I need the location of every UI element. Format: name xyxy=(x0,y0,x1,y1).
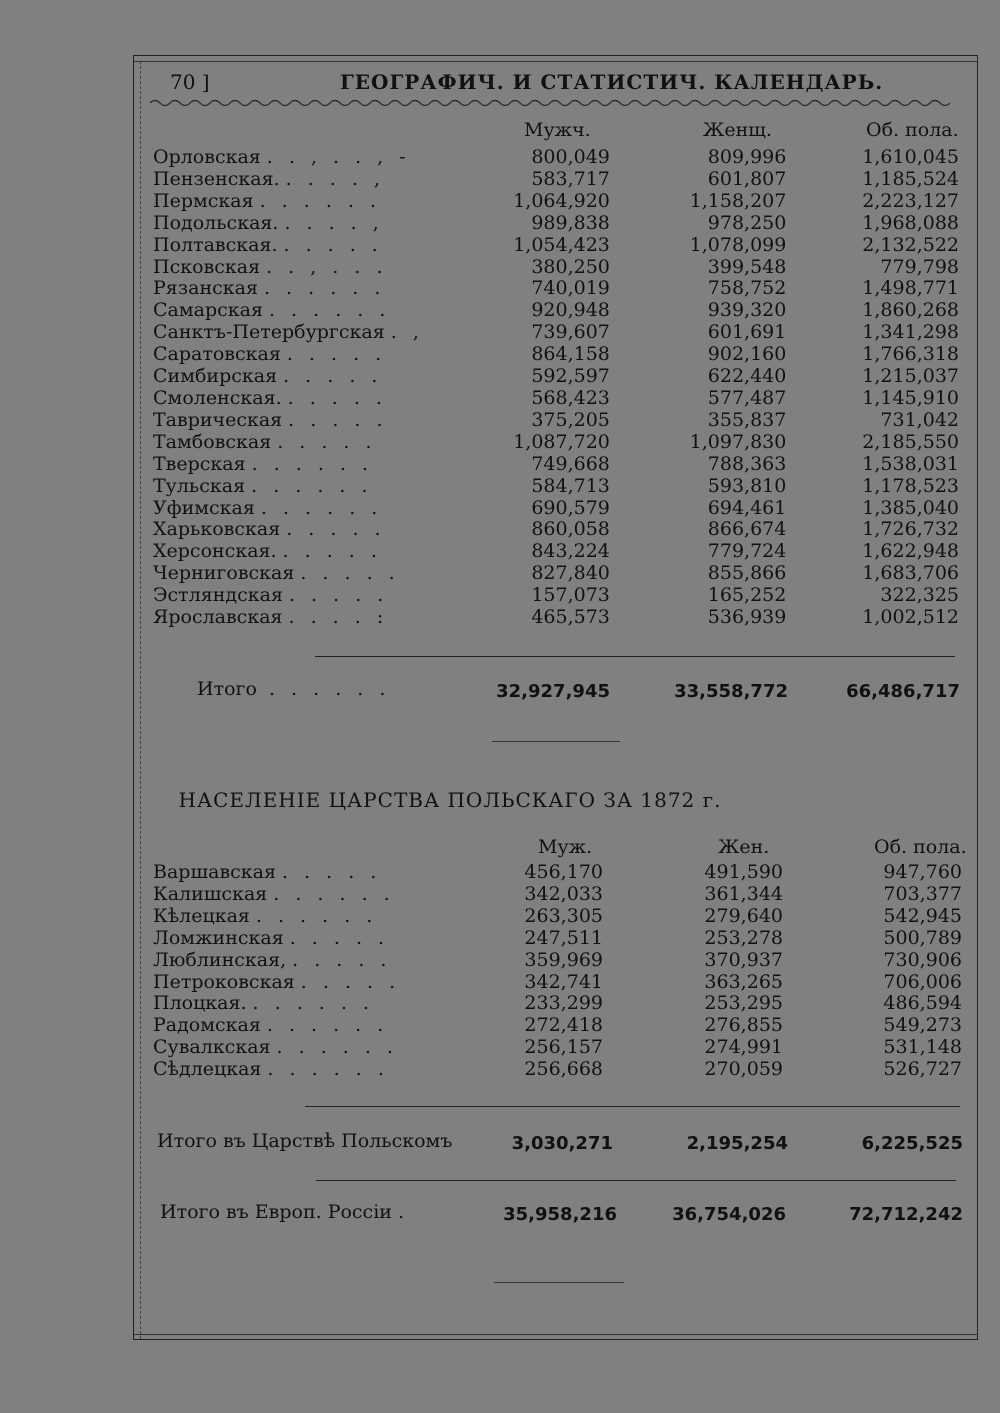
province-name-text: Рязанская xyxy=(153,277,258,300)
province-name xyxy=(153,454,424,476)
province-name xyxy=(153,366,424,388)
male-count: 690,579 xyxy=(531,496,610,519)
table-row xyxy=(153,884,962,906)
col-head-total: Об. пола. xyxy=(866,119,959,141)
total-both: 66,486,717 xyxy=(846,681,960,702)
leader-dots: . . . . . xyxy=(281,861,382,883)
total-count: 947,760 xyxy=(883,861,962,883)
total-rule-3 xyxy=(316,1180,956,1181)
female-count: 370,937 xyxy=(704,948,783,971)
total-count: 1,185,524 xyxy=(862,167,959,190)
total-count: 1,145,910 xyxy=(862,386,959,409)
male-count: 359,969 xyxy=(524,948,603,971)
province-name-text: Пермская xyxy=(153,189,254,212)
total-label: Итого xyxy=(197,678,257,700)
table-row xyxy=(153,366,959,388)
province-name xyxy=(153,278,424,300)
province-name xyxy=(153,519,424,541)
leader-dots: . . . . . xyxy=(282,540,382,563)
male-count: 233,299 xyxy=(524,992,603,1015)
province-name-text: Варшавская xyxy=(153,861,276,883)
table-row xyxy=(153,950,962,972)
province-name-text: Ярославская xyxy=(153,606,283,629)
frame-inner-bottom xyxy=(134,1334,977,1335)
running-title: ГЕОГРАФИЧ. И СТАТИСТИЧ. КАЛЕНДАРЬ. xyxy=(340,70,884,94)
province-name-text: Таврическая xyxy=(153,408,283,431)
total-count: 1,766,318 xyxy=(862,343,959,366)
province-name-text: Черниговская xyxy=(153,562,295,585)
kingdom-total-female: 2,195,254 xyxy=(686,1133,788,1154)
table-row xyxy=(153,928,962,950)
province-name-text: Херсонская. xyxy=(153,540,277,563)
total-male: 32,927,945 xyxy=(496,681,610,702)
total-count: 526,727 xyxy=(883,1058,962,1081)
table-row xyxy=(153,454,959,476)
male-count: 739,607 xyxy=(531,321,610,344)
table-row xyxy=(153,476,959,498)
province-name-text: Ломжинская xyxy=(153,926,284,949)
female-count: 779,724 xyxy=(707,540,787,563)
table-row xyxy=(153,169,959,191)
table-row xyxy=(153,213,959,235)
table-row xyxy=(153,906,962,928)
table-row xyxy=(153,585,959,607)
leader-dots: . . . . . . xyxy=(267,1058,389,1081)
leader-dots: . . . . . xyxy=(283,233,383,256)
leader-dots: . . . . . . xyxy=(260,496,383,519)
total-count: 549,273 xyxy=(883,1014,962,1037)
total-count: 706,006 xyxy=(883,970,962,993)
province-name xyxy=(153,432,424,454)
province-name-text: Тверская xyxy=(153,452,246,475)
female-count: 276,855 xyxy=(704,1014,783,1037)
province-name xyxy=(153,1059,413,1081)
leader-dots: . . . . . . xyxy=(255,904,378,927)
poland-table xyxy=(153,862,962,1081)
female-count: 601,691 xyxy=(707,321,787,344)
table-row xyxy=(153,862,962,884)
province-name xyxy=(153,541,424,563)
province-name xyxy=(153,498,424,520)
province-name xyxy=(153,476,424,498)
female-count: 279,640 xyxy=(704,904,783,927)
female-count: 491,590 xyxy=(704,861,783,883)
total-count: 486,594 xyxy=(883,992,962,1015)
province-name-text: Самарская xyxy=(153,299,263,322)
male-count: 157,073 xyxy=(531,584,610,607)
leader-dots: . . , . . . xyxy=(266,255,388,278)
kingdom-total-label: Итого въ Царствѣ Польскомъ xyxy=(157,1130,453,1152)
province-name-text: Плоцкая. xyxy=(153,992,247,1015)
table-row xyxy=(153,278,959,300)
female-count: 253,295 xyxy=(704,992,783,1015)
male-count: 568,423 xyxy=(531,386,610,409)
province-name xyxy=(153,884,413,906)
female-count: 855,866 xyxy=(707,562,787,585)
table-row xyxy=(153,1059,962,1081)
province-name xyxy=(153,388,424,410)
male-count: 749,668 xyxy=(531,452,610,475)
total-rule-1 xyxy=(315,656,955,657)
table-row xyxy=(153,432,959,454)
province-name-text: Подольская. xyxy=(153,211,279,234)
province-name-text: Радомская xyxy=(153,1014,261,1037)
europe-total-male: 35,958,216 xyxy=(503,1204,617,1225)
province-name-text: Сѣдлецкая xyxy=(153,1058,262,1081)
total-count: 1,726,732 xyxy=(862,518,959,541)
total-count: 2,185,550 xyxy=(862,430,959,453)
province-name xyxy=(153,410,424,432)
province-name-text: Санктъ-Петербургская xyxy=(153,321,385,344)
province-name xyxy=(153,563,424,585)
europe-total-female: 36,754,026 xyxy=(672,1204,786,1225)
female-count: 788,363 xyxy=(707,452,787,475)
province-name xyxy=(153,993,413,1015)
table-row xyxy=(153,344,959,366)
province-name xyxy=(153,1037,413,1059)
leader-dots: . . . . . . xyxy=(266,1014,389,1037)
frame-inner-left xyxy=(140,61,141,1339)
male-count: 592,597 xyxy=(531,365,610,388)
total-count: 1,860,268 xyxy=(862,299,959,322)
total-count: 542,945 xyxy=(883,904,962,927)
province-name-text: Уфимская xyxy=(153,496,255,519)
female-count: 165,252 xyxy=(707,584,787,607)
female-count: 939,320 xyxy=(707,299,787,322)
province-name xyxy=(153,235,424,257)
leader-dots: . . . . . xyxy=(300,970,401,993)
male-count: 800,049 xyxy=(531,146,610,168)
female-count: 399,548 xyxy=(707,255,787,278)
male-count: 864,158 xyxy=(531,343,610,366)
leader-dots: . . . . . . xyxy=(268,299,391,322)
total-count: 1,622,948 xyxy=(862,540,959,563)
total-row-label xyxy=(197,678,390,700)
table-row xyxy=(153,257,959,279)
province-name-text: Люблинская, xyxy=(153,948,287,971)
table-row xyxy=(153,519,959,541)
leader-dots: . . . . . xyxy=(286,518,386,541)
table-row xyxy=(153,1015,962,1037)
table-row xyxy=(153,322,959,344)
province-name-text: Пензенская. xyxy=(153,167,280,190)
province-name xyxy=(153,862,413,884)
province-name-text: Полтавская. xyxy=(153,233,278,256)
col-head-male-2: Муж. xyxy=(538,836,593,858)
province-name-text: Калишская xyxy=(153,882,268,905)
province-name xyxy=(153,928,413,950)
female-count: 1,097,830 xyxy=(689,430,787,453)
female-count: 1,158,207 xyxy=(689,189,787,212)
male-count: 256,157 xyxy=(524,1036,603,1059)
leader-dots: . . . . . . xyxy=(251,474,373,497)
total-rule-2 xyxy=(305,1106,960,1107)
male-count: 247,511 xyxy=(524,926,603,949)
female-count: 601,807 xyxy=(707,167,787,190)
leader-dots: . . . . . xyxy=(288,408,388,431)
male-count: 843,224 xyxy=(531,540,610,563)
female-count: 270,059 xyxy=(704,1058,783,1081)
province-name-text: Орловская xyxy=(153,146,261,168)
total-count: 1,002,512 xyxy=(862,606,959,629)
female-count: 902,160 xyxy=(707,343,787,366)
province-name xyxy=(153,257,424,279)
table-row xyxy=(153,607,959,629)
province-name-text: Смоленская. xyxy=(153,386,282,409)
province-name-text: Саратовская xyxy=(153,343,281,366)
province-name-text: Псковская xyxy=(153,255,261,278)
male-count: 1,087,720 xyxy=(513,430,610,453)
female-count: 536,939 xyxy=(707,606,787,629)
total-count: 779,798 xyxy=(880,255,959,278)
female-count: 1,078,099 xyxy=(689,233,787,256)
table-row xyxy=(153,300,959,322)
province-name-text: Сувалкская xyxy=(153,1036,271,1059)
leader-dots: . . . . : xyxy=(288,606,389,629)
total-dots: . . . . . . xyxy=(268,678,391,700)
province-name xyxy=(153,147,424,169)
europe-total-both: 72,712,242 xyxy=(849,1204,963,1225)
total-count: 1,683,706 xyxy=(862,562,959,585)
province-name xyxy=(153,213,424,235)
female-count: 694,461 xyxy=(707,496,787,519)
male-count: 860,058 xyxy=(531,518,610,541)
male-count: 272,418 xyxy=(524,1014,603,1037)
table-row xyxy=(153,972,962,994)
total-count: 1,178,523 xyxy=(862,474,959,497)
male-count: 584,713 xyxy=(531,474,610,497)
leader-dots: . . . . . . xyxy=(273,882,395,905)
total-count: 1,498,771 xyxy=(862,277,959,300)
male-count: 1,064,920 xyxy=(513,189,610,212)
table-row xyxy=(153,563,959,585)
leader-dots: . , xyxy=(390,321,424,344)
total-count: 2,132,522 xyxy=(862,233,959,256)
female-count: 274,991 xyxy=(704,1036,783,1059)
table-row xyxy=(153,498,959,520)
female-count: 355,837 xyxy=(707,408,787,431)
separator-rule xyxy=(492,741,620,742)
province-name xyxy=(153,950,413,972)
female-count: 758,752 xyxy=(707,277,787,300)
wavy-rule xyxy=(150,98,956,108)
total-count: 531,148 xyxy=(883,1036,962,1059)
male-count: 827,840 xyxy=(531,562,610,585)
female-count: 363,265 xyxy=(704,970,783,993)
leader-dots: . . . . . xyxy=(283,365,383,388)
province-name-text: Тамбовская xyxy=(153,430,272,453)
total-count: 730,906 xyxy=(883,948,962,971)
leader-dots: . . . . , xyxy=(285,167,385,190)
female-count: 253,278 xyxy=(704,926,783,949)
table-row xyxy=(153,1037,962,1059)
male-count: 740,019 xyxy=(531,277,610,300)
leader-dots: . . . . . . xyxy=(251,452,374,475)
female-count: 622,440 xyxy=(707,365,787,388)
male-count: 583,717 xyxy=(531,167,610,190)
province-name xyxy=(153,322,424,344)
total-count: 1,215,037 xyxy=(862,365,959,388)
male-count: 380,250 xyxy=(531,255,610,278)
total-count: 500,789 xyxy=(883,926,962,949)
table-row xyxy=(153,541,959,563)
province-name-text: Петроковская xyxy=(153,970,295,993)
province-name-text: Симбирская xyxy=(153,365,278,388)
total-female: 33,558,772 xyxy=(674,681,788,702)
province-name xyxy=(153,300,424,322)
leader-dots: . . . . . . xyxy=(259,189,382,212)
province-name xyxy=(153,585,424,607)
province-name xyxy=(153,607,424,629)
female-count: 866,674 xyxy=(707,518,787,541)
leader-dots: . . . . . xyxy=(300,562,400,585)
province-name-text: Эстляндская xyxy=(153,584,283,607)
table-row xyxy=(153,147,959,169)
total-count: 322,325 xyxy=(880,584,959,607)
table-row xyxy=(153,993,962,1015)
table-row xyxy=(153,235,959,257)
leader-dots: . . . . . . xyxy=(252,992,374,1015)
col-head-female-2: Жен. xyxy=(718,836,770,858)
kingdom-total-male: 3,030,271 xyxy=(511,1133,613,1154)
province-name xyxy=(153,972,413,994)
leader-dots: . . . . , xyxy=(284,211,384,234)
male-count: 920,948 xyxy=(531,299,610,322)
province-name xyxy=(153,191,424,213)
leader-dots: . . . . . xyxy=(289,926,390,949)
leader-dots: . . . . . . xyxy=(263,277,386,300)
section-title: НАСЕЛЕНІЕ ЦАРСТВА ПОЛЬСКАГО ЗА 1872 г. xyxy=(178,788,722,812)
table-row xyxy=(153,388,959,410)
page-number: 70 ] xyxy=(170,70,210,94)
male-count: 256,668 xyxy=(524,1058,603,1081)
province-name xyxy=(153,344,424,366)
total-count: 1,538,031 xyxy=(862,452,959,475)
male-count: 375,205 xyxy=(531,408,610,431)
total-count: 1,610,045 xyxy=(862,146,959,168)
female-count: 978,250 xyxy=(707,211,787,234)
total-count: 1,341,298 xyxy=(862,321,959,344)
male-count: 456,170 xyxy=(524,861,603,883)
total-count: 731,042 xyxy=(880,408,959,431)
male-count: 1,054,423 xyxy=(513,233,610,256)
frame-inner-top xyxy=(134,61,977,62)
female-count: 809,996 xyxy=(707,146,787,168)
male-count: 465,573 xyxy=(531,606,610,629)
male-count: 263,305 xyxy=(524,904,603,927)
provinces-table xyxy=(153,147,959,629)
female-count: 577,487 xyxy=(707,386,787,409)
province-name xyxy=(153,1015,413,1037)
kingdom-total-both: 6,225,525 xyxy=(861,1133,963,1154)
province-name-text: Харьковская xyxy=(153,518,281,541)
total-count: 1,968,088 xyxy=(862,211,959,234)
col-head-male: Мужч. xyxy=(524,119,591,141)
leader-dots: . . . . . xyxy=(287,386,387,409)
province-name xyxy=(153,169,424,191)
male-count: 342,033 xyxy=(524,882,603,905)
female-count: 361,344 xyxy=(704,882,783,905)
col-head-female: Женщ. xyxy=(703,119,772,141)
total-count: 703,377 xyxy=(883,882,962,905)
male-count: 989,838 xyxy=(531,211,610,234)
male-count: 342,741 xyxy=(524,970,603,993)
leader-dots: . . . . . xyxy=(292,948,392,971)
leader-dots: . . . . . . xyxy=(276,1036,398,1059)
province-name-text: Кѣлецкая xyxy=(153,904,250,927)
total-count: 2,223,127 xyxy=(862,189,959,212)
europe-total-label: Итого въ Европ. Россіи . xyxy=(160,1201,405,1223)
running-header xyxy=(170,70,960,100)
table-row xyxy=(153,410,959,432)
table-row xyxy=(153,191,959,213)
col-head-total-2: Об. пола. xyxy=(874,836,967,858)
leader-dots: . . , . . , - xyxy=(266,146,411,168)
province-name-text: Тульская xyxy=(153,474,246,497)
province-name xyxy=(153,906,413,928)
female-count: 593,810 xyxy=(707,474,787,497)
leader-dots: . . . . . xyxy=(288,584,389,607)
leader-dots: . . . . . xyxy=(277,430,377,453)
separator-rule-bottom xyxy=(494,1282,624,1283)
total-count: 1,385,040 xyxy=(862,496,959,519)
leader-dots: . . . . . xyxy=(286,343,387,366)
